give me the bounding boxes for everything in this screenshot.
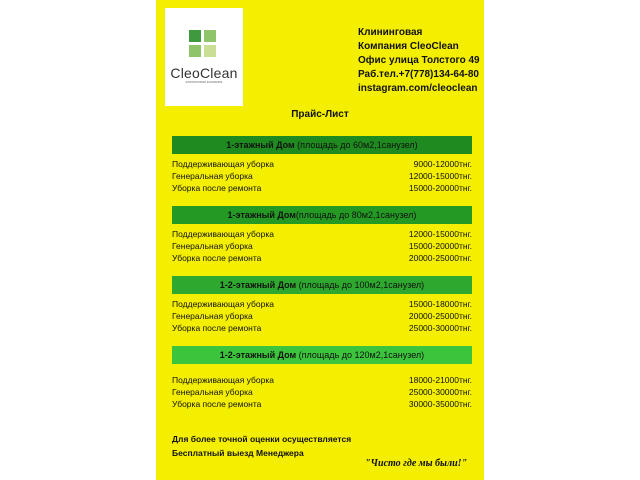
service-name: Уборка после ремонта	[172, 253, 262, 263]
service-name: Поддерживающая уборка	[172, 299, 274, 309]
contact-address: Офис улица Толстого 49	[358, 55, 480, 66]
price-row	[172, 374, 472, 386]
price-section	[172, 136, 472, 194]
service-price: 12000-15000тнг.	[408, 171, 472, 181]
price-row	[172, 310, 472, 322]
service-price: 9000-12000тнг.	[413, 159, 472, 169]
price-section	[172, 346, 472, 410]
price-row	[172, 386, 472, 398]
slogan: "Чисто где мы были!"	[365, 458, 468, 469]
service-price: 15000-20000тнг.	[408, 241, 472, 251]
logo-squares-icon	[189, 30, 216, 57]
price-row	[172, 158, 472, 170]
service-name: Генеральная уборка	[172, 171, 253, 181]
service-name: Генеральная уборка	[172, 387, 253, 397]
service-price: 25000-30000тнг.	[408, 323, 472, 333]
service-name: Генеральная уборка	[172, 311, 253, 321]
service-price: 12000-15000тнг.	[408, 229, 472, 239]
price-row	[172, 240, 472, 252]
service-name: Уборка после ремонта	[172, 323, 262, 333]
price-section	[172, 276, 472, 334]
service-price: 15000-18000тнг.	[408, 299, 472, 309]
price-row	[172, 398, 472, 410]
section-header: 1-этажный Дом(площадь до 80м2,1санузел)	[172, 206, 472, 224]
service-price: 15000-20000тнг.	[408, 183, 472, 193]
service-price: 30000-35000тнг.	[408, 399, 472, 409]
contact-info	[358, 26, 484, 96]
company-logo	[165, 8, 243, 106]
price-section	[172, 206, 472, 264]
service-name: Поддерживающая уборка	[172, 159, 274, 169]
price-row	[172, 252, 472, 264]
price-row	[172, 182, 472, 194]
service-price: 20000-25000тнг.	[408, 253, 472, 263]
logo-subtitle: клининговая компания	[185, 80, 223, 84]
service-name: Поддерживающая уборка	[172, 375, 274, 385]
price-row	[172, 298, 472, 310]
contact-line: Компания CleoClean	[358, 41, 459, 52]
contact-instagram: instagram.com/cleoclean	[358, 83, 478, 94]
section-header: 1-2-этажный Дом (площадь до 120м2,1санузел)	[172, 346, 472, 364]
service-name: Уборка после ремонта	[172, 399, 262, 409]
service-price: 25000-30000тнг.	[408, 387, 472, 397]
service-name: Поддерживающая уборка	[172, 229, 274, 239]
service-price: 20000-25000тнг.	[408, 311, 472, 321]
service-price: 18000-21000тнг.	[408, 375, 472, 385]
service-name: Уборка после ремонта	[172, 183, 262, 193]
section-header: 1-этажный Дом (площадь до 60м2,1санузел)	[172, 136, 472, 154]
contact-line: Клининговая	[358, 27, 423, 38]
section-header: 1-2-этажный Дом (площадь до 100м2,1санузел)	[172, 276, 472, 294]
contact-phone: Раб.тел.+7(778)134-64-80	[358, 69, 479, 80]
price-row	[172, 228, 472, 240]
footer-line: Для более точной оценки осуществляется	[172, 434, 352, 444]
price-list-title: Прайс-Лист	[291, 109, 349, 120]
price-row	[172, 322, 472, 334]
price-row	[172, 170, 472, 182]
footer-line: Бесплатный выезд Менеджера	[172, 448, 304, 458]
service-name: Генеральная уборка	[172, 241, 253, 251]
footer-note	[172, 432, 351, 460]
logo-name: CleoClean	[170, 65, 238, 81]
